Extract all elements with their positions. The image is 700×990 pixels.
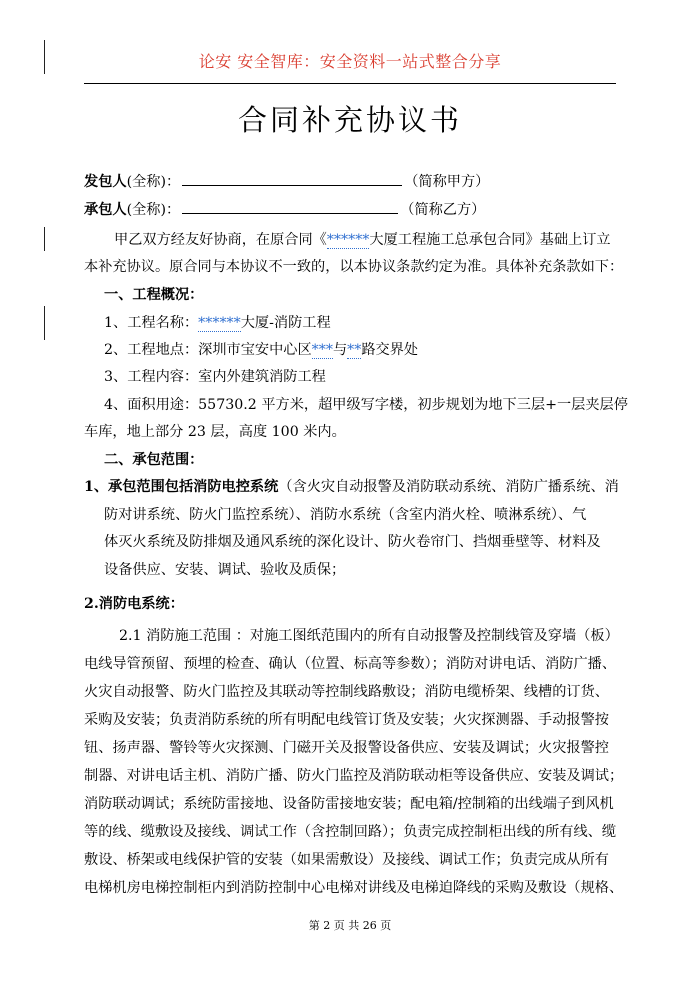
party-b-line: 承包人(全称)： （简称乙方） (84, 202, 486, 218)
body-line: 2.1 消防施工范围 ：对施工图纸范围内的所有自动报警及控制线管及穿墙（板） (119, 628, 619, 644)
location-link-1[interactable]: *** (311, 342, 333, 358)
scope-line-3: 体灭火系统及防排烟及通风系统的深化设计、防火卷帘门、挡烟垂壁等、材料及 (104, 534, 601, 550)
body-line: 采购及安装；负责消防系统的所有明配电线管订货及安装；火灾探测器、手动报警按 (84, 712, 609, 728)
page-number: 第 2 页 共 26 页 (308, 919, 392, 932)
page-header: 论安 安全智库：安全资料一站式整合分享 (198, 52, 502, 71)
party-a-line: 发包人(全称)： （简称甲方） (84, 174, 490, 190)
scope-line-4: 设备供应、安装、调试、验收及质保； (104, 562, 346, 578)
margin-mark (44, 227, 45, 251)
project-area-line-2: 车库，地上部分 23 层，高度 100 米内。 (84, 424, 346, 440)
body-line: 消防联动调试；系统防雷接地、设备防雷接地安装；配电箱/控制箱的出线端子到风机 (84, 796, 614, 812)
section-1-heading: 一、工程概况： (104, 287, 204, 303)
project-name-line: 1、工程名称：******大厦-消防工程 (104, 315, 331, 331)
body-line: 火灾自动报警、防火门监控及其联动等控制线路敷设；消防电缆桥架、线槽的订货、 (84, 684, 609, 700)
project-area-line-1: 4、面积用途：55730.2 平方米，超甲级写字楼，初步规划为地下三层+一层夹层停 (104, 397, 628, 413)
document-title: 合同补充协议书 (237, 103, 462, 137)
section-3-heading: 2.消防电系统： (84, 596, 184, 612)
project-name-link[interactable]: ****** (198, 315, 241, 331)
scope-line-1: 1、承包范围包括消防电控系统（含火灾自动报警及消防联动系统、消防广播系统、消 (84, 479, 619, 495)
section-2-heading: 二、承包范围： (104, 452, 204, 468)
scope-line-2: 防对讲系统、防火门监控系统）、消防水系统（含室内消火栓、喷淋系统）、气 (104, 507, 587, 523)
project-location-line: 2、工程地点：深圳市宝安中心区***与**路交界处 (104, 342, 419, 358)
margin-mark (44, 306, 45, 340)
body-line: 敷设、桥架或电线保护管的安装（如果需敷设）及接线、调试工作；负责完成从所有 (84, 852, 609, 868)
body-line: 电线导管预留、预埋的检查、确认（位置、标高等参数）；消防对讲电话、消防广播、 (84, 656, 617, 672)
party-b-blank[interactable] (182, 200, 398, 214)
body-line: 等的线、缆敷设及接线、调试工作（含控制回路）；负责完成控制柜出线的所有线、缆 (84, 824, 617, 840)
body-line: 钮、扬声器、警铃等火灾探测、门磁开关及报警设备供应、安装及调试；火灾报警控 (84, 740, 609, 756)
contract-name-link[interactable]: ****** (326, 232, 370, 248)
intro-line-2: 本补充协议。原合同与本协议不一致的，以本协议条款约定为准。具体补充条款如下： (84, 259, 624, 275)
party-a-blank[interactable] (182, 172, 402, 186)
location-link-2[interactable]: ** (347, 342, 362, 358)
body-line: 电梯机房电梯控制柜内到消防控制中心电梯对讲线及电梯迫降线的采购及敷设（规格、 (84, 880, 624, 896)
header-divider (84, 83, 616, 84)
body-line: 制器、对讲电话主机、消防广播、防火门监控及消防联动柜等设备供应、安装及调试； (84, 768, 624, 784)
project-content-line: 3、工程内容：室内外建筑消防工程 (104, 369, 326, 385)
intro-line-1: 甲乙双方经友好协商，在原合同《******大厦工程施工总承包合同》基础上订立 (114, 232, 611, 248)
